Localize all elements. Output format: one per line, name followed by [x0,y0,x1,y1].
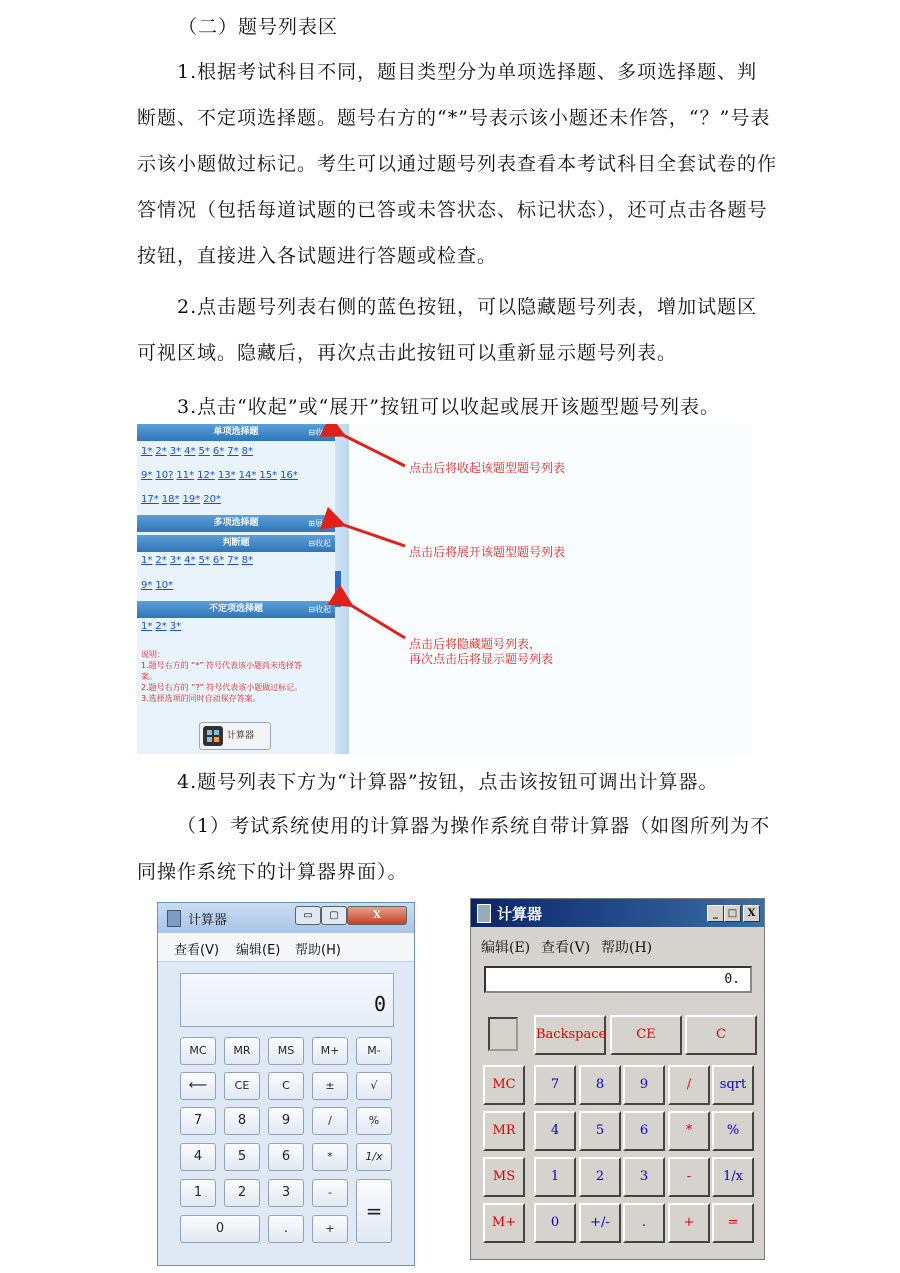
key-minus[interactable]: - [668,1157,710,1197]
menu-help[interactable]: 帮助(H) [601,940,653,956]
menu-view[interactable]: 查看(V) [174,943,220,958]
question-number-link[interactable]: 17* [141,494,159,505]
key-c[interactable]: C [268,1072,304,1100]
key-8[interactable]: 8 [224,1107,260,1135]
menu-help[interactable]: 帮助(H) [295,943,341,958]
section-title: 单项选择题 [213,427,259,437]
key-mc[interactable]: MC [483,1065,525,1105]
question-number-link[interactable]: 7* [227,555,239,566]
question-number-link[interactable]: 11* [176,470,195,481]
key-decimal[interactable]: . [623,1203,665,1243]
menu-view[interactable]: 查看(V) [541,940,591,956]
menu-edit[interactable]: 编辑(E) [236,943,281,958]
section-title: 判断题 [222,538,250,548]
question-number-link[interactable]: 10? [155,470,174,481]
key-9[interactable]: 9 [623,1065,665,1105]
key-5[interactable]: 5 [579,1111,621,1151]
display-value: 0 [373,992,386,1016]
question-number-link[interactable]: 4* [184,555,196,566]
question-number-link[interactable]: 5* [198,446,210,457]
question-number-link[interactable]: 2* [155,621,167,632]
question-number-link[interactable]: 20* [203,494,221,505]
key-decimal[interactable]: . [268,1215,304,1243]
win7-calculator [157,902,415,1266]
key-divide[interactable]: / [668,1065,710,1105]
key-mr[interactable]: MR [483,1111,525,1151]
annotation-collapse: 点击后将收起该题型题号列表 [409,461,566,475]
question-number-link[interactable]: 14* [238,470,257,481]
menu-edit[interactable]: 编辑(E) [481,940,531,956]
key-m-minus[interactable]: M- [356,1037,392,1065]
key-3[interactable]: 3 [268,1179,304,1207]
key-4[interactable]: 4 [534,1111,576,1151]
key-sqrt[interactable]: √ [356,1072,392,1100]
memory-indicator [488,1017,518,1051]
section-toggle-button[interactable]: ⊞展开 [308,519,331,528]
question-number-link[interactable]: 2* [155,555,167,566]
key-ce[interactable]: CE [610,1015,682,1055]
instruction-note: 1.题号右方的 “*” 符号代表该小题尚未选择答 [141,661,303,670]
key-0[interactable]: 0 [180,1215,260,1243]
question-number-link[interactable]: 8* [241,446,253,457]
question-number-link[interactable]: 3* [169,555,182,566]
annotation-hide-line2: 再次点击后将显示题号列表 [409,652,554,666]
key-ms[interactable]: MS [268,1037,304,1065]
question-number-link[interactable]: 6* [212,555,225,566]
key-percent[interactable]: % [712,1111,754,1151]
annotation-hide-line1: 点击后将隐藏题号列表， [409,637,542,651]
key-9[interactable]: 9 [268,1107,304,1135]
question-number-link[interactable]: 8* [241,555,253,566]
section-toggle-button[interactable]: ⊟收起 [308,605,331,614]
key-multiply[interactable]: * [668,1111,710,1151]
key-mc[interactable]: MC [180,1037,216,1065]
question-number-link[interactable]: 5* [198,555,210,566]
question-number-link[interactable]: 15* [259,470,278,481]
arrow-expand [341,524,405,546]
key-5[interactable]: 5 [224,1143,260,1171]
key-percent[interactable]: % [356,1107,392,1135]
key-backspace[interactable]: ⟵ [180,1072,216,1100]
arrow-collapse [341,434,405,466]
question-number-link[interactable]: 18* [161,494,180,505]
instruction-note: 说明： [141,650,165,659]
key-3[interactable]: 3 [623,1157,665,1197]
question-number-link[interactable]: 3* [169,621,182,632]
display-value: 0. [724,972,740,987]
page-title: （二）题号列表区 [178,16,339,38]
key-minus[interactable]: - [312,1179,348,1207]
paragraph-3: 3.点击“收起”或“展开”按钮可以收起或展开该题型题号列表。 [177,396,720,418]
calculator-button-label: 计算器 [227,731,255,741]
key-plus[interactable]: + [312,1215,348,1243]
key-1[interactable]: 1 [180,1179,216,1207]
win7-menubar [158,933,414,962]
key-equals[interactable]: = [356,1179,392,1243]
key-2[interactable]: 2 [579,1157,621,1197]
key-8[interactable]: 8 [579,1065,621,1105]
arrow-hide [349,604,405,638]
hide-panel-button[interactable]: ◂ [335,571,341,607]
win7-title: 计算器 [188,913,228,928]
section-title: 不定项选择题 [208,604,263,614]
key-plus[interactable]: + [668,1203,710,1243]
question-number-link[interactable]: 7* [227,446,239,457]
paragraph-4: 4.题号列表下方为“计算器”按钮，点击该按钮可调出计算器。 [177,771,719,793]
question-number-link[interactable]: 16* [280,470,298,481]
key-reciprocal[interactable]: 1/x [712,1157,754,1197]
question-number-link[interactable]: 1* [141,446,153,457]
paragraph-1: 1.根据考试科目不同，题目类型分为单项选择题、多项选择题、判断题、不定项选择题。题号右方的“*”号表示该小题还未作答，“？”号表示该小题做过标记。考生可以通过题号列表查看本考试科目全套试卷的作答情况（包括每道试题的已答或未答状态、标记状态），还可点击各题号按钮，直接进入各试题进行答题或检查。 [137,61,778,267]
paragraph-5: （1）考试系统使用的计算器为操作系统自带计算器（如图所列为不同操作系统下的计算器界面）。 [137,815,771,883]
question-number-link[interactable]: 6* [212,446,225,457]
section-toggle-button[interactable]: ⊟收起 [308,539,331,548]
key-m-plus[interactable]: M+ [312,1037,348,1065]
question-number-link[interactable]: 19* [182,494,201,505]
xp-calculator [470,898,765,1260]
key-ce[interactable]: CE [224,1072,260,1100]
question-number-link[interactable]: 9* [141,580,153,591]
key-c[interactable]: C [685,1015,757,1055]
question-number-link[interactable]: 9* [141,470,153,481]
close-button[interactable]: X [743,905,760,922]
key-6[interactable]: 6 [623,1111,665,1151]
key-reciprocal[interactable]: 1/x [356,1143,392,1171]
question-number-link[interactable]: 3* [169,446,182,457]
section-title: 多项选择题 [213,518,259,528]
key-ms[interactable]: MS [483,1157,525,1197]
key-multiply[interactable]: * [312,1143,348,1171]
maximize-button[interactable]: ▢ [321,906,347,925]
win7-display [180,973,394,1027]
instruction-note: 3.选择选项的同时自动保存答案。 [141,694,261,703]
key-7[interactable]: 7 [534,1065,576,1105]
section-toggle-button[interactable]: ⊟收起 [308,428,331,437]
paragraph-2: 2.点击题号列表右侧的蓝色按钮，可以隐藏题号列表，增加试题区可视区域。隐藏后，再次点击此按钮可以重新显示题号列表。 [137,296,758,364]
instruction-note: 案。 [141,672,157,681]
key-mr[interactable]: MR [224,1037,260,1065]
win7-titlebar [158,903,414,933]
xp-titlebar [471,899,764,927]
key-equals[interactable]: = [712,1203,754,1243]
maximize-button[interactable]: □ [724,905,741,922]
key-0[interactable]: 0 [534,1203,576,1243]
key-7[interactable]: 7 [180,1107,216,1135]
minimize-button[interactable]: _ [707,905,724,922]
calculator-icon [167,910,181,927]
key-6[interactable]: 6 [268,1143,304,1171]
xp-title: 计算器 [497,905,543,923]
key-m-plus[interactable]: M+ [483,1203,525,1243]
key-4[interactable]: 4 [180,1143,216,1171]
instruction-note: 2.题号右方的 “?” 符号代表该小题做过标记。 [141,683,303,692]
minimize-button[interactable]: ▭ [295,906,321,925]
key-2[interactable]: 2 [224,1179,260,1207]
annotation-expand: 点击后将展开该题型题号列表 [409,545,566,559]
calculator-icon [477,904,491,923]
key-negate[interactable]: ± [312,1072,348,1100]
close-button[interactable]: X [347,906,407,925]
key-sqrt[interactable]: sqrt [712,1065,754,1105]
question-list-figure [137,424,752,754]
key-negate[interactable]: +/- [579,1203,621,1243]
key-backspace[interactable]: Backspace [534,1015,606,1055]
question-number-link[interactable]: 2* [155,446,167,457]
question-number-link[interactable]: 1* [141,621,153,632]
key-1[interactable]: 1 [534,1157,576,1197]
question-number-link[interactable]: 4* [184,446,196,457]
annotation-hide [409,637,553,667]
question-number-link[interactable]: 1* [141,555,153,566]
question-number-link[interactable]: 10* [155,580,174,591]
xp-display [484,966,752,993]
key-divide[interactable]: / [312,1107,348,1135]
question-number-link[interactable]: 13* [217,470,236,481]
question-number-link[interactable]: 12* [197,470,215,481]
